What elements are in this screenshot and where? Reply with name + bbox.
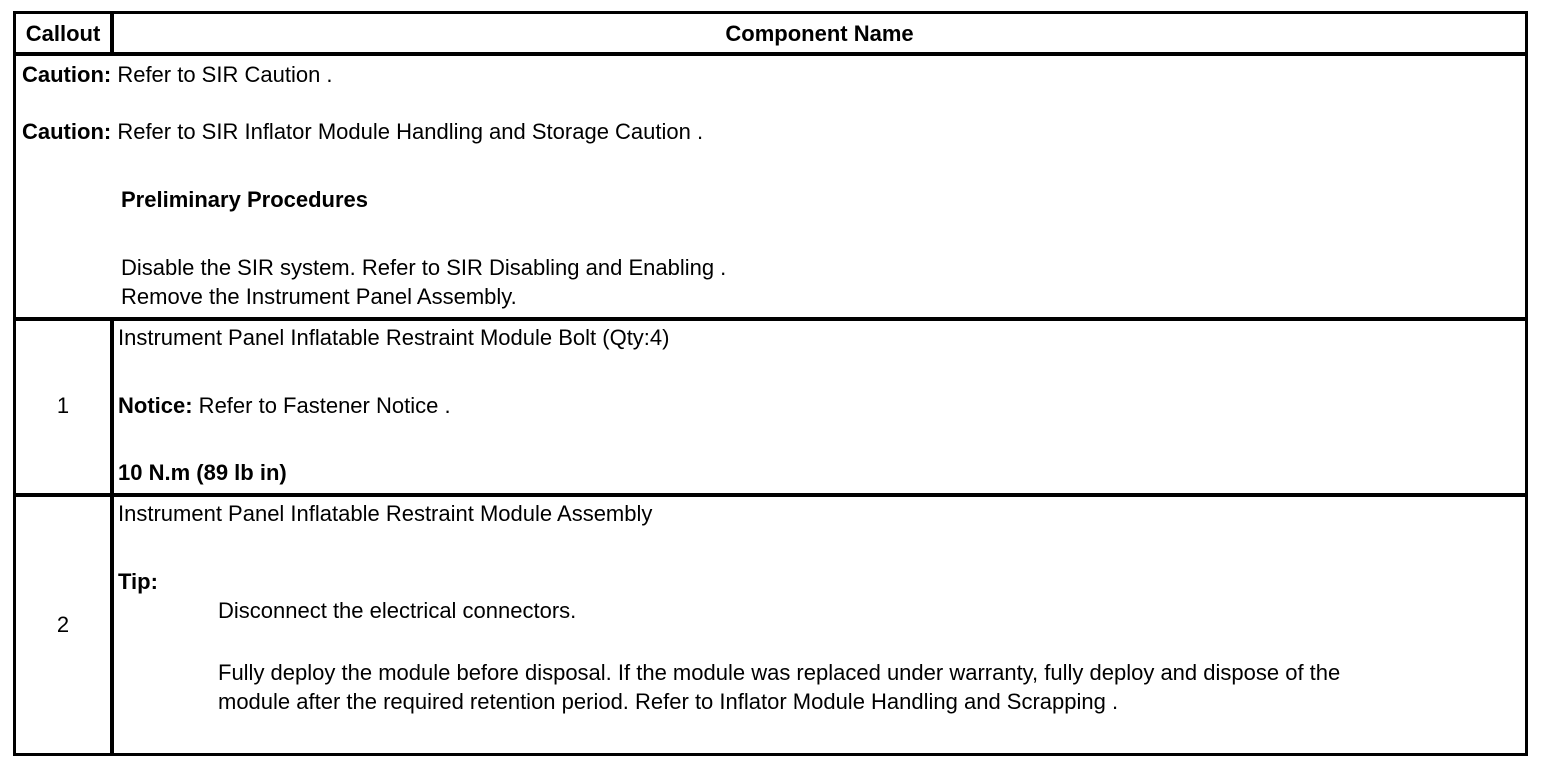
caution-text: Refer to SIR Inflator Module Handling and Storage Caution . <box>111 119 704 144</box>
header-component-name: Component Name <box>725 21 914 46</box>
tip-label: Tip: <box>118 569 158 594</box>
tip-item: Disconnect the electrical connectors. <box>218 598 577 623</box>
row-divider-intro <box>16 317 1525 321</box>
tip-item-continued: module after the required retention period. Refer to Inflator Module Handling and Scrapping . <box>218 689 1119 714</box>
preliminary-heading: Preliminary Procedures <box>121 187 369 212</box>
notice-label: Notice: <box>118 393 193 418</box>
preliminary-step: Remove the Instrument Panel Assembly. <box>121 284 517 309</box>
caution-text: Refer to SIR Caution . <box>111 62 333 87</box>
notice-text: Refer to Fastener Notice . <box>192 393 451 418</box>
caution-line-2 <box>22 118 703 146</box>
row-divider-header <box>16 52 1525 56</box>
component-name: Instrument Panel Inflatable Restraint Module Assembly <box>118 501 653 526</box>
caution-line-1 <box>22 61 333 89</box>
caution-label: Caution: <box>22 62 112 87</box>
notice-line <box>118 392 451 420</box>
component-name: Instrument Panel Inflatable Restraint Module Bolt (Qty:4) <box>118 325 670 350</box>
callout-number: 1 <box>56 393 70 418</box>
column-divider-body <box>110 320 114 753</box>
preliminary-step: Disable the SIR system. Refer to SIR Disabling and Enabling . <box>121 255 727 280</box>
callout-number: 2 <box>56 612 70 637</box>
torque-spec: 10 N.m (89 lb in) <box>118 460 287 485</box>
header-callout: Callout <box>25 21 101 46</box>
caution-label: Caution: <box>22 119 112 144</box>
tip-item: Fully deploy the module before disposal. If the module was replaced under warranty, fully deploy and dispose of the <box>218 660 1341 685</box>
row-divider-row1 <box>16 493 1525 497</box>
